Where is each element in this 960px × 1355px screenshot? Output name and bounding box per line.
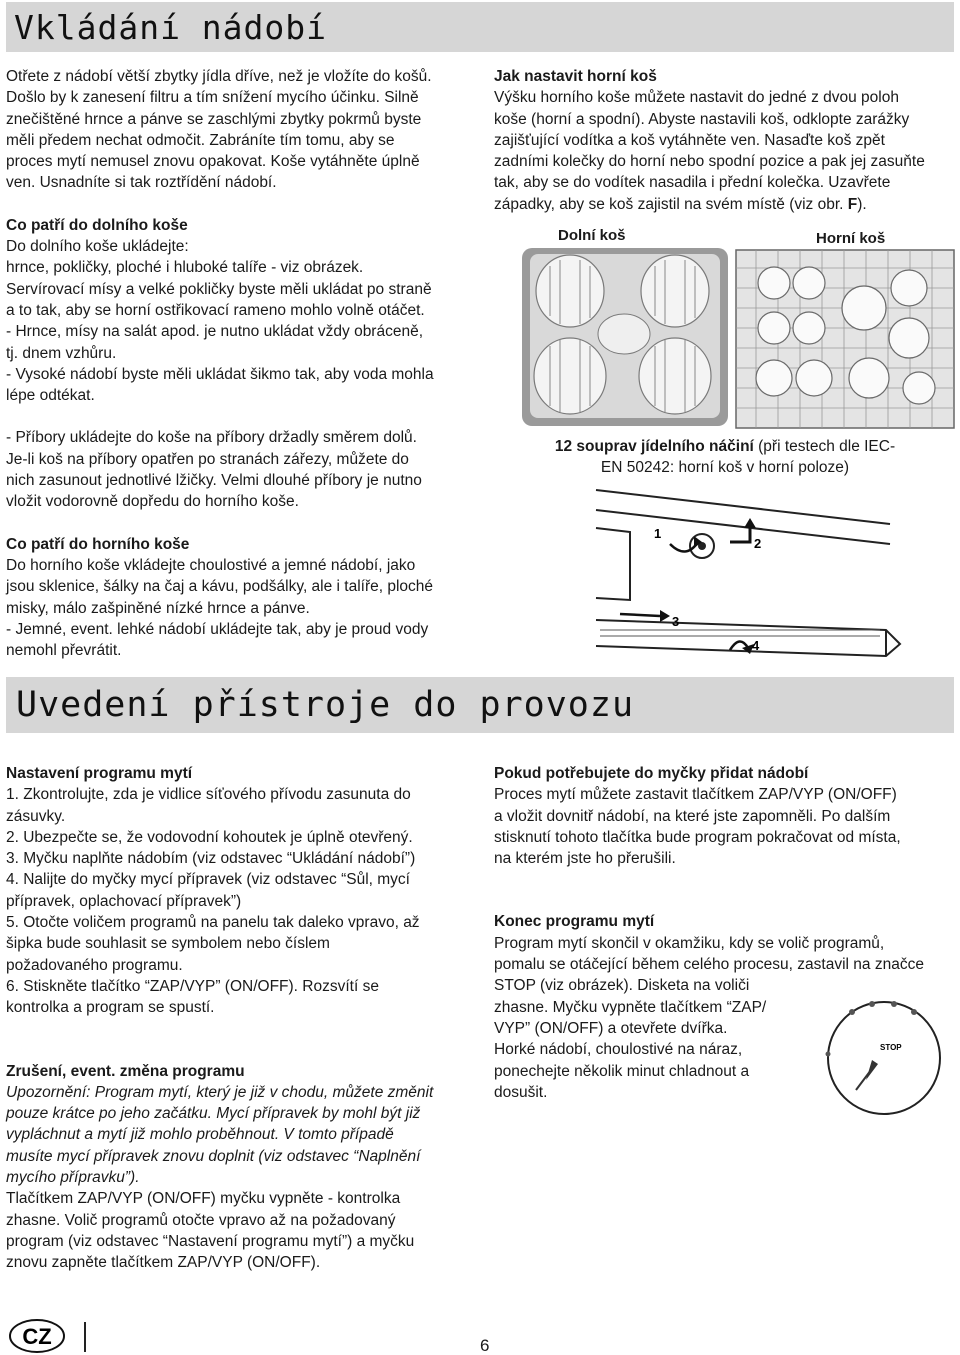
body-line: - Vysoké nádobí byste měli ukládat šikmo tak, aby voda mohla <box>6 365 434 383</box>
body-line: program (viz odstavec “Nastavení programu mytí”) a myčku <box>6 1232 415 1250</box>
body-line: - Jemné, event. lehké nádobí ukládejte tak, aby je proud vody <box>6 620 429 638</box>
body-line: Je-li koš na příbory opatřen po stranách zářezy, můžete do <box>6 450 409 468</box>
body-line: tj. dnem vzhůru. <box>6 344 117 362</box>
caption-rest: (při testech dle IEC- <box>753 438 896 455</box>
body-line: 4. Nalijte do myčky mycí přípravek (viz odstavec “Sůl, mycí <box>6 871 410 889</box>
section-title: Vkládání nádobí <box>14 8 328 47</box>
intro-line: znečištěné hrnce a pánve se zaschlými zbytky pokrmů byste <box>6 110 422 128</box>
body-line: znovu zapněte tlačítkem ZAP/VYP (ON/OFF). <box>6 1254 321 1272</box>
figure-ref: F <box>847 195 858 213</box>
program-dial-image <box>816 994 946 1120</box>
country-badge <box>8 1318 66 1354</box>
body-line: šipka bude souhlasit se symbolem nebo číslem <box>6 935 330 953</box>
body-line: na kterém jste ho přerušili. <box>494 850 676 868</box>
step-number: 4 <box>752 638 760 653</box>
lower-basket-label: Dolní koš <box>558 227 626 244</box>
intro-line: proces mytí nemusel znovu opakovat. Koše vytáhněte úplně <box>6 153 420 171</box>
body-line: Výšku horního koše můžete nastavit do jedné z dvou poloh <box>494 89 899 107</box>
body-line: 1. Zkontrolujte, zda je vidlice síťového přívodu zasunuta do <box>6 786 411 804</box>
section-title: Uvedení přístroje do provozu <box>16 685 635 725</box>
body-line: pomalu se otáčející během celého procesu, zastavil na značce <box>494 956 924 974</box>
body-line: koše (horní a spodní). Abyste nastavili koš, odklopte zarážky <box>494 110 910 128</box>
body-line: Horké nádobí, choulostivé na náraz, <box>494 1041 743 1059</box>
body-line: 2. Ubezpečte se, že vodovodní kohoutek je úplně otevřený. <box>6 828 413 846</box>
body-line: Do horního koše vkládejte choulostivé a jemné nádobí, jako <box>6 556 416 574</box>
warning-line: Upozornění: Program mytí, který je již v chodu, můžete změnit <box>6 1083 434 1101</box>
body-line: zhasne. Volič programů otočte vpravo až na požadovaný <box>6 1211 396 1229</box>
lower-basket-image <box>520 246 730 428</box>
body-line: ponechejte několik minut chladnout a <box>494 1062 750 1080</box>
intro-line: měli předem nechat odmočit. Zabráníte tím tomu, aby se <box>6 131 395 149</box>
caption-bold: 12 souprav jídelního náčiní <box>554 438 754 455</box>
body-line: požadovaného programu. <box>6 956 183 974</box>
left-column-top <box>6 66 466 661</box>
body-line: Servírovací mísy a velké pokličky byste měli ukládat po straně <box>6 280 432 298</box>
adjust-basket-heading: Jak nastavit horní koš <box>494 68 657 85</box>
body-line: lépe odtékat. <box>6 387 95 405</box>
body-line: a vložit dovnitř nádobí, na které jste zapomněli. Po dalším <box>494 807 891 825</box>
text-span: ). <box>857 195 867 213</box>
dial-stop-label: STOP <box>880 1043 902 1052</box>
caption-line: EN 50242: horní koš v horní poloze) <box>600 459 850 476</box>
body-line: hrnce, pokličky, ploché i hluboké talíře - viz obrázek. <box>6 259 364 277</box>
body-line: jsou sklenice, šálky na čaj a kávu, podšálky, ale i talíře, ploché <box>6 578 434 596</box>
section-title-band <box>6 677 954 733</box>
body-line: 6. Stiskněte tlačítko “ZAP/VYP” (ON/OFF). Rozsvítí se <box>6 977 379 995</box>
intro-line: Došlo by k zanesení filtru a tím snížení mycího účinku. Silně <box>6 89 419 107</box>
body-line: misky, málo zašpiněné nízké hrnce a pánve. <box>6 599 310 617</box>
lower-basket-heading: Co patří do dolního koše <box>6 216 188 234</box>
body-line: stisknutí tohoto tlačítka bude program pokračovat od místa, <box>494 828 901 846</box>
intro-line: Otřete z nádobí větší zbytky jídla dříve, než je vložíte do košů. <box>6 68 432 85</box>
body-line: a to tak, aby se horní ostřikovací rameno mohlo volně otáčet. <box>6 301 425 319</box>
body-line: tak, aby se do vodítek nasadila i přední kolečka. Uzavřete <box>494 174 891 192</box>
body-line: STOP (viz obrázek). Disketa na voliči <box>494 977 750 995</box>
step-number: 3 <box>672 614 680 629</box>
body-line <box>494 194 958 215</box>
text-span: západky, aby se koš zajistil na svém místě (viz obr. <box>494 195 848 213</box>
right-column-top <box>494 66 958 215</box>
body-line: 5. Otočte voličem programů na panelu tak daleko vpravo, až <box>6 914 420 932</box>
body-line: Tlačítkem ZAP/VYP (ON/OFF) myčku vypněte - kontrolka <box>6 1190 401 1208</box>
page-number: 6 <box>480 1336 490 1355</box>
body-line: nich zasunout jednotlivé lžičky. Velmi dlouhé příbory je nutno <box>6 472 422 490</box>
body-line: VYP” (ON/OFF) a otevřete dvířka. <box>494 1019 728 1037</box>
intro-paragraph <box>6 66 466 194</box>
rail-adjustment-diagram <box>590 480 938 670</box>
footer-divider <box>84 1322 86 1352</box>
body-line: dosušit. <box>494 1083 548 1101</box>
left-column-bottom <box>6 763 466 1274</box>
body-line: zajišťující vodítka a koš vytáhněte ven. Nasaďte koš zpět <box>494 131 885 149</box>
intro-line: ven. Usnadníte si tak roztřídění nádobí. <box>6 174 277 192</box>
warning-line: vypláchnut a mytí již mohlo proběhnout. V tomto případě <box>6 1126 394 1144</box>
upper-basket-label: Horní koš <box>816 230 886 247</box>
end-program-heading: Konec programu mytí <box>494 913 655 931</box>
caption-line <box>520 436 930 457</box>
section-title-band <box>6 2 954 52</box>
body-line: nemohl převrátit. <box>6 642 122 660</box>
body-line: zásuvky. <box>6 807 66 825</box>
body-line: Proces mytí můžete zastavit tlačítkem ZAP/VYP (ON/OFF) <box>494 786 897 804</box>
upper-basket-heading: Co patří do horního koše <box>6 535 190 553</box>
body-line: přípravek, oplachovací přípravek”) <box>6 892 242 910</box>
country-code: CZ <box>22 1324 52 1349</box>
step-number: 2 <box>754 536 762 551</box>
warning-line: mycího přípravku”). <box>6 1169 140 1187</box>
warning-line: musíte mycí přípravek znovu doplnit (viz odstavec “Naplnění <box>6 1147 421 1165</box>
warning-line: pouze krátce po jeho začátku. Mycí přípravek by mohl být již <box>6 1105 421 1123</box>
body-line: Do dolního koše ukládejte: <box>6 238 189 256</box>
body-line: - Hrnce, mísy na salát apod. je nutno ukládat vždy obráceně, <box>6 323 424 341</box>
figure-caption <box>520 436 930 478</box>
body-line: vložit vodorovně dopředu do horního koše. <box>6 493 299 511</box>
body-line: - Příbory ukládejte do koše na příbory držadly směrem dolů. <box>6 429 417 447</box>
cancel-heading: Zrušení, event. změna programu <box>6 1062 245 1080</box>
add-dishes-heading: Pokud potřebujete do myčky přidat nádobí <box>494 765 809 782</box>
body-line: kontrolka a program se spustí. <box>6 999 215 1017</box>
program-heading: Nastavení programu mytí <box>6 765 193 782</box>
upper-basket-image <box>734 248 956 430</box>
body-line: Program mytí skončil v okamžiku, kdy se volič programů, <box>494 934 885 952</box>
step-number: 1 <box>654 526 662 541</box>
body-line: 3. Myčku naplňte nádobím (viz odstavec “Ukládání nádobí”) <box>6 850 416 868</box>
body-line: zhasne. Myčku vypněte tlačítkem “ZAP/ <box>494 998 767 1016</box>
body-line: zadními kolečky do horní nebo spodní pozice a pak jej zasuňte <box>494 153 925 171</box>
